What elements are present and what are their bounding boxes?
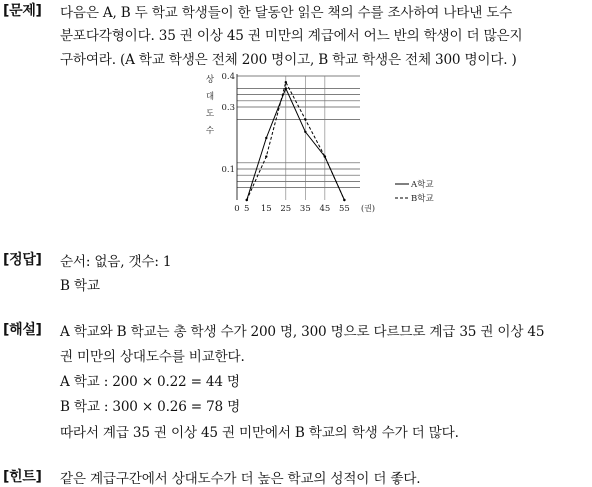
problem-line-2: 분포다각형이다. 35 권 이상 45 권 미만의 계급에서 어느 반의 학생이 더 많은지 bbox=[60, 28, 523, 44]
answer-line-1: 순서: 없음, 갯수: 1 bbox=[60, 254, 172, 270]
series-point-b bbox=[343, 199, 345, 201]
series-point-b bbox=[265, 155, 267, 157]
x-tick-label: 5 bbox=[244, 204, 250, 214]
series-point-b bbox=[246, 199, 248, 201]
legend-label-b: B학교 bbox=[411, 194, 434, 204]
x-tick-label: 35 bbox=[299, 204, 311, 214]
series-point-a bbox=[265, 137, 267, 139]
y-tick-label: 0.3 bbox=[221, 103, 235, 113]
series-line-b bbox=[247, 82, 345, 200]
x-tick-label: 55 bbox=[338, 204, 350, 214]
series-point-b bbox=[304, 118, 306, 120]
y-tick-label: 0.1 bbox=[221, 165, 235, 175]
legend-label-a: A학교 bbox=[411, 180, 434, 190]
x-tick-label: 15 bbox=[260, 204, 272, 214]
explanation-line-3: A 학교 : 200 × 0.22 = 44 명 bbox=[60, 374, 240, 390]
y-axis-label-char: 도 bbox=[205, 109, 215, 119]
x-tick-label: 0 bbox=[234, 204, 240, 214]
series-point-a bbox=[285, 87, 287, 89]
explanation-line-4: B 학교 : 300 × 0.26 = 78 명 bbox=[60, 399, 241, 415]
y-tick-label: 0.4 bbox=[221, 72, 235, 82]
explanation-line-1: A 학교와 B 학교는 총 학생 수가 200 명, 300 명으로 다르므로 계급 35 권 이상 45 bbox=[60, 324, 545, 340]
problem-label: [문제] bbox=[3, 3, 42, 19]
problem-line-1: 다음은 A, B 두 학교 학생들이 한 달동안 읽은 책의 수를 조사하여 나타낸 도수 bbox=[60, 5, 513, 21]
y-axis-label-char: 상 bbox=[205, 75, 215, 85]
x-tick-label: 25 bbox=[280, 204, 292, 214]
y-axis-label-char: 대 bbox=[205, 92, 215, 102]
series-point-a bbox=[304, 131, 306, 133]
series-line-a bbox=[247, 88, 345, 200]
explanation-line-5: 따라서 계급 35 권 이상 45 권 미만에서 B 학교의 학생 수가 더 많다. bbox=[60, 425, 459, 441]
problem-line-3: 구하여라. (A 학교 학생은 전체 200 명이고, B 학교 학생은 전체 300 명이다. ) bbox=[60, 52, 517, 68]
y-axis-label-char: 수 bbox=[205, 126, 215, 136]
explanation-line-2: 권 미만의 상대도수를 비교한다. bbox=[60, 349, 245, 365]
hint-label: [힌트] bbox=[3, 469, 42, 485]
series-point-b bbox=[324, 155, 326, 157]
series-point-b bbox=[285, 81, 287, 83]
answer-line-2: B 학교 bbox=[60, 278, 100, 294]
explanation-label: [해설] bbox=[3, 322, 42, 338]
x-axis-unit-label: (권) bbox=[361, 204, 375, 213]
hint-line-1: 같은 계급구간에서 상대도수가 더 높은 학교의 성적이 더 좋다. bbox=[60, 471, 421, 487]
frequency-polygon-chart bbox=[200, 72, 480, 222]
answer-label: [정답] bbox=[3, 252, 42, 268]
x-tick-label: 45 bbox=[319, 204, 331, 214]
